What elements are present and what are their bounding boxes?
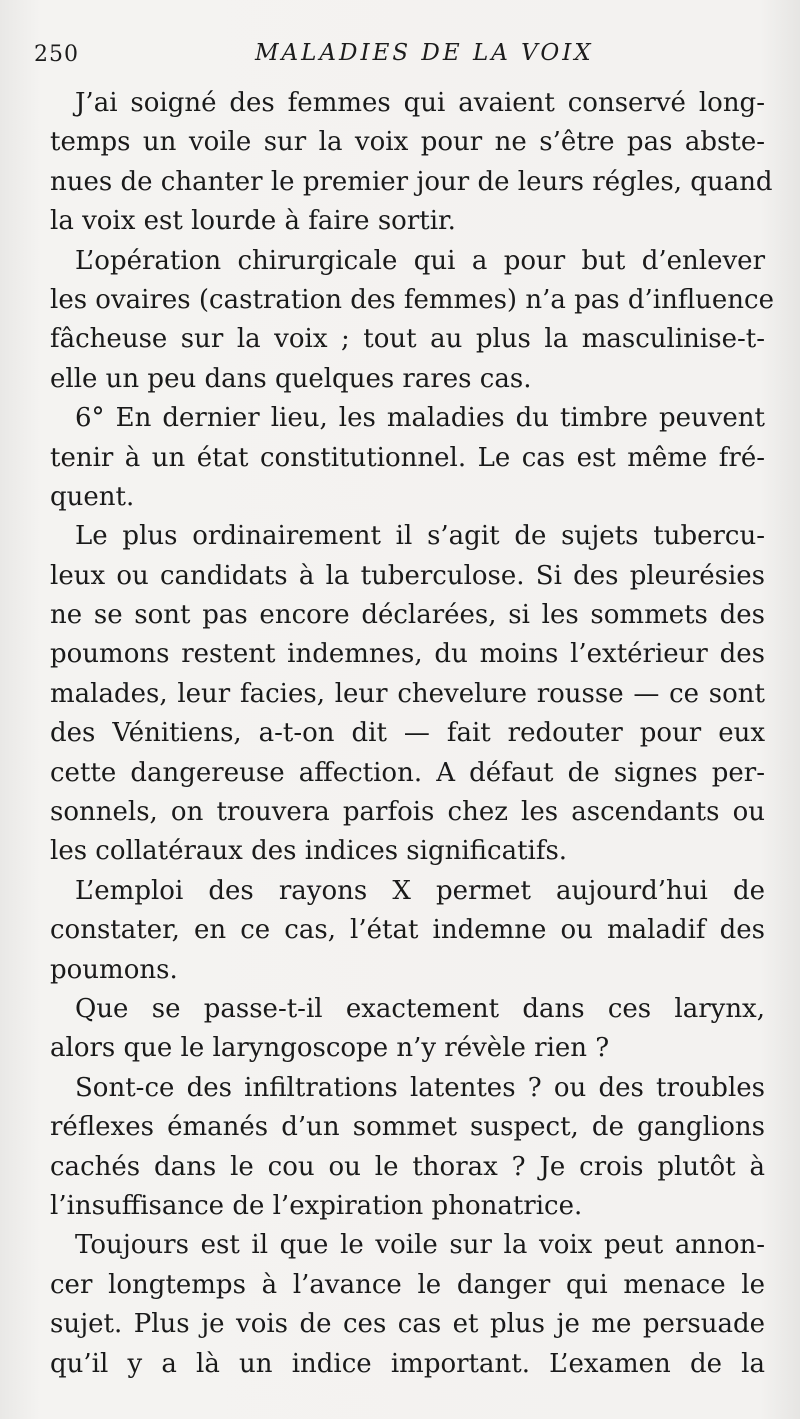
paragraph (50, 990, 765, 1069)
body-text (50, 84, 775, 1384)
text-line: J’ai soigné des femmes qui avaient conservé long- (75, 88, 765, 118)
text-line: réflexes émanés d’un sommet suspect, de ganglions (50, 1112, 765, 1143)
text-line: quent. (50, 481, 135, 512)
text-line: sujet. Plus je vois de ces cas et plus je me persuade (50, 1309, 765, 1340)
text-line: 6° En dernier lieu, les maladies du timbre peuvent (75, 403, 765, 434)
text-line: Que se passe-t-il exactement dans ces larynx, (75, 993, 765, 1024)
paragraph (50, 872, 765, 990)
page-number: 250 (34, 42, 79, 67)
text-line: L’emploi des rayons X permet aujourd’hui de (75, 875, 765, 906)
paragraph (50, 242, 775, 400)
text-line: constater, en ce cas, l’état indemne ou maladif des (50, 915, 765, 946)
text-line: alors que le laryngoscope n’y révèle rien ? (50, 1033, 610, 1064)
paragraph (50, 84, 773, 242)
text-line: les collatéraux des indices significatifs. (50, 836, 568, 867)
text-line: poumons. (50, 954, 178, 985)
paragraph (50, 1069, 765, 1227)
text-line: des Vénitiens, a-t-on dit — fait redouter pour eux (50, 718, 765, 749)
text-line: tenir à un état constitutionnel. Le cas est même fré- (50, 442, 765, 473)
text-line: temps un voile sur la voix pour ne s’être pas abste- (50, 127, 765, 158)
text-line: sonnels, on trouvera parfois chez les ascendants ou (50, 797, 765, 828)
page-header (0, 38, 800, 78)
text-line: ne se sont pas encore déclarées, si les sommets des (50, 600, 765, 631)
text-line: l’insuffisance de l’expiration phonatrice. (50, 1190, 583, 1221)
paragraph (50, 1226, 765, 1384)
text-line: leux ou candidats à la tuberculose. Si des pleurésies (50, 560, 765, 591)
text-line: nues de chanter le premier jour de leurs régles, quand (50, 166, 773, 197)
paragraph (50, 399, 765, 517)
text-line: malades, leur facies, leur chevelure rousse — ce sont (50, 678, 765, 709)
text-line: cette dangereuse affection. A défaut de signes per- (50, 757, 765, 788)
text-line: Le plus ordinairement il s’agit de sujets tubercu- (75, 521, 765, 552)
text-line: Toujours est il que le voile sur la voix peut annon- (75, 1230, 765, 1261)
text-line: cachés dans le cou ou le thorax ? Je crois plutôt à (50, 1151, 765, 1182)
text-line: la voix est lourde à faire sortir. (50, 206, 456, 237)
text-line: Sont-ce des infiltrations latentes ? ou des troubles (75, 1072, 765, 1103)
text-line: poumons restent indemnes, du moins l’extérieur des (50, 639, 765, 670)
text-line: cer longtemps à l’avance le danger qui menace le (50, 1269, 765, 1300)
paragraph (50, 517, 765, 872)
running-title: MALADIES DE LA VOIX (255, 40, 594, 66)
text-line: fâcheuse sur la voix ; tout au plus la masculinise-t- (50, 324, 765, 355)
text-line: qu’il y a là un indice important. L’examen de la (50, 1348, 765, 1379)
text-line: L’opération chirurgicale qui a pour but d’enlever (75, 245, 765, 276)
text-line: les ovaires (castration des femmes) n’a pas d’influence (50, 284, 775, 315)
text-line: elle un peu dans quelques rares cas. (50, 363, 532, 394)
